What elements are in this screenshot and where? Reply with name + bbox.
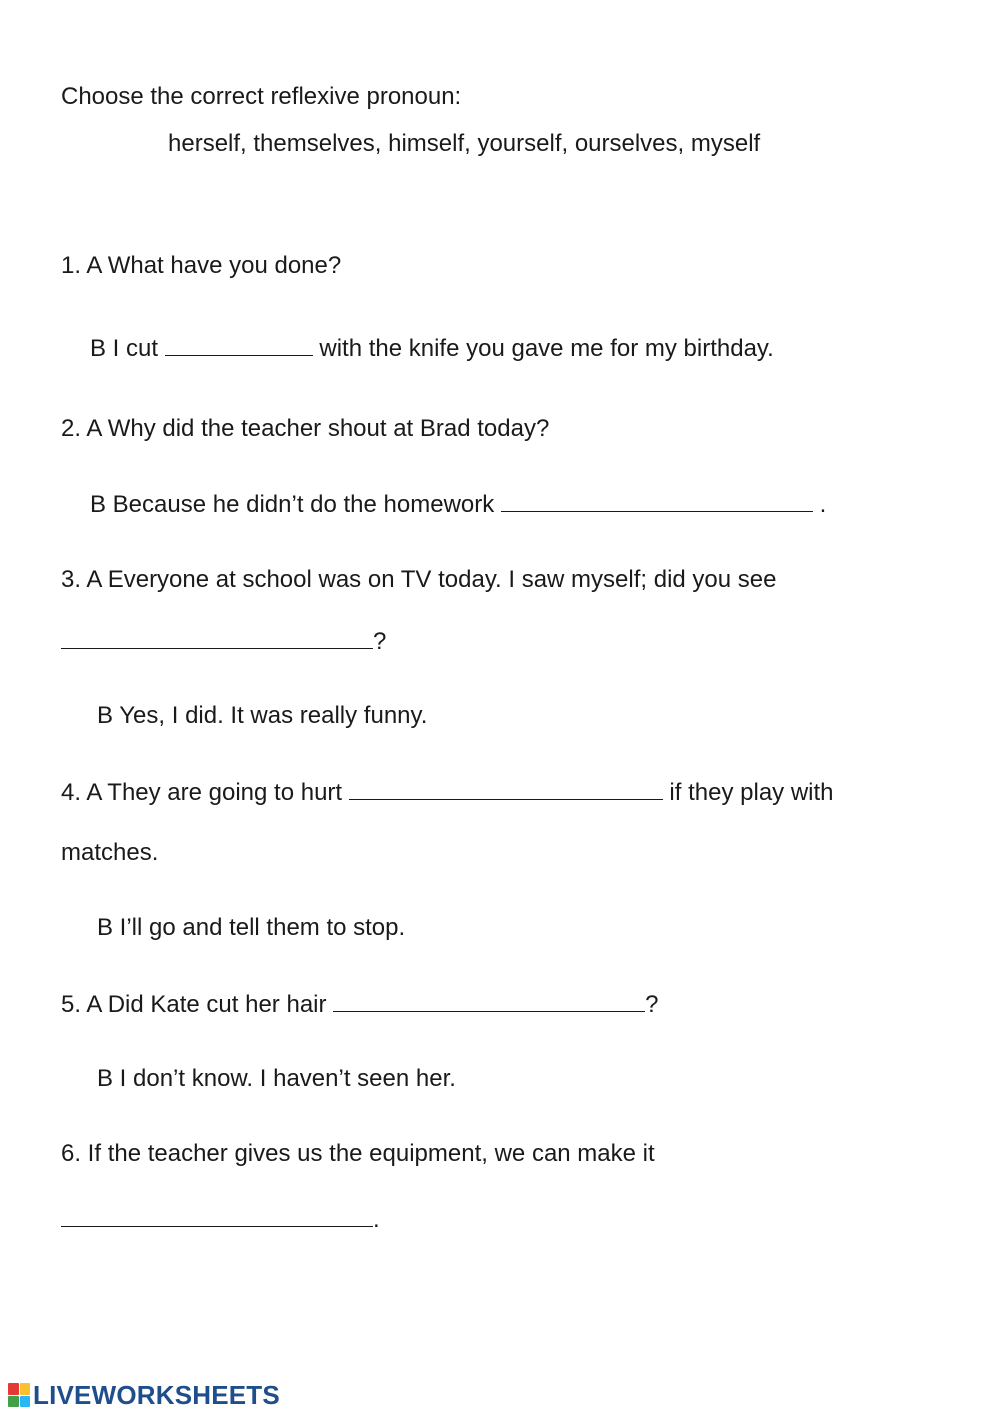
question-6-a-blank-line <box>61 1204 380 1235</box>
answer-blank-2[interactable] <box>501 489 813 512</box>
question-6-a: 6. If the teacher gives us the equipment, we can make it <box>61 1140 655 1167</box>
answer-blank-3[interactable] <box>61 626 373 649</box>
answer-blank-4[interactable] <box>349 777 663 800</box>
logo-block-lightblue <box>20 1396 31 1408</box>
question-1-a: 1. A What have you done? <box>61 252 342 279</box>
question-2-b-after: . <box>812 491 827 518</box>
question-4-a-cont: matches. <box>61 839 159 866</box>
logo-block-yellow <box>20 1383 31 1395</box>
answer-blank-1[interactable] <box>165 333 313 356</box>
question-5-a-after: ? <box>645 991 659 1018</box>
logo-block-green <box>8 1396 19 1408</box>
logo-block-red <box>8 1383 19 1395</box>
question-2-b-before: B Because he didn’t do the homework <box>90 491 501 518</box>
question-5-a <box>61 989 659 1020</box>
question-5-a-before: 5. A Did Kate cut her hair <box>61 991 334 1018</box>
logo-blocks-icon <box>8 1383 30 1407</box>
question-1-b-after: with the knife you gave me for my birthday. <box>312 335 774 362</box>
question-3-a-after: ? <box>373 628 387 655</box>
question-3-b: B Yes, I did. It was really funny. <box>97 702 428 729</box>
question-3-a-blank-line <box>61 626 386 657</box>
liveworksheets-logo <box>8 1380 280 1410</box>
question-4-a <box>61 777 834 808</box>
question-4-a-before: 4. A They are going to hurt <box>61 779 349 806</box>
question-3-a: 3. A Everyone at school was on TV today. I saw myself; did you see <box>61 566 777 593</box>
question-2-a: 2. A Why did the teacher shout at Brad today? <box>61 415 550 442</box>
answer-blank-6[interactable] <box>61 1204 373 1227</box>
question-4-b: B I’ll go and tell them to stop. <box>97 914 406 941</box>
answer-blank-5[interactable] <box>333 989 645 1012</box>
instruction-text: Choose the correct reflexive pronoun: <box>61 83 462 110</box>
question-1-b <box>90 333 774 364</box>
question-1-b-before: B I cut <box>90 335 165 362</box>
question-4-a-after: if they play with <box>662 779 834 806</box>
question-2-b <box>90 489 826 520</box>
question-6-a-after: . <box>373 1206 380 1233</box>
word-bank: herself, themselves, himself, yourself, ourselves, myself <box>168 130 761 157</box>
logo-text: LIVEWORKSHEETS <box>33 1379 280 1410</box>
question-5-b: B I don’t know. I haven’t seen her. <box>97 1065 456 1092</box>
